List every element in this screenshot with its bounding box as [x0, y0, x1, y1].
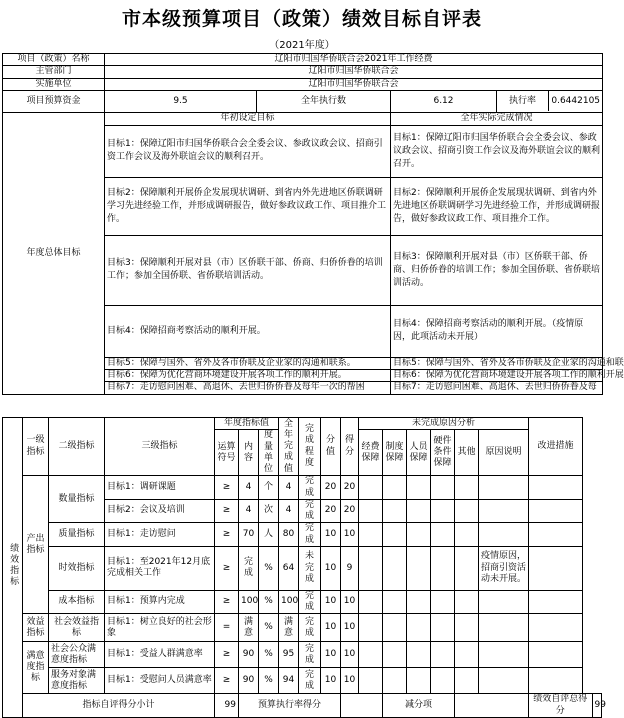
- level3-cell: 目标1：受慰问人员满意率: [105, 668, 215, 694]
- content-cell: 70: [239, 523, 259, 547]
- set-goal-5: 目标5：保障与国外、省外及各市侨联及企业家的沟通和联系。: [105, 357, 391, 369]
- level2-cell: 成本指标: [49, 590, 105, 614]
- set-goal-6: 目标6：保障为优化营商环境建设开展各项工作的顺利开展。: [105, 370, 391, 382]
- operator-cell: ≥: [215, 476, 239, 500]
- actual-goal-4: 目标4：保障招商考察活动的顺利开展。（疫情原因，此项活动未开展）: [391, 305, 603, 357]
- reason-note-cell: [479, 590, 529, 614]
- level3-cell: 目标1：至2021年12月底完成相关工作: [105, 546, 215, 590]
- form-title: 市本级预算项目（政策）绩效目标自评表: [121, 8, 482, 30]
- score-cell: 20: [321, 499, 341, 523]
- reason-note-cell: [479, 523, 529, 547]
- unit-cell: %: [259, 642, 279, 668]
- dept-value: 辽阳市归国华侨联合会: [105, 66, 603, 78]
- rate-label: 执行率: [497, 91, 549, 111]
- degree-cell: 完成: [299, 476, 321, 500]
- unit-cell: %: [259, 590, 279, 614]
- degree-cell: 完成: [299, 499, 321, 523]
- got-cell: 10: [341, 668, 359, 694]
- actual-goal-7: 目标7：走访慰问困难、高退休、去世归侨侨眷及每: [391, 382, 603, 394]
- content-cell: 4: [239, 499, 259, 523]
- header-unit: 度量单位: [259, 430, 279, 476]
- level2-cell: 社会公众满意度指标: [49, 642, 105, 668]
- degree-cell: 完成: [299, 590, 321, 614]
- level2-cell: 服务对象满意度指标: [49, 668, 105, 694]
- table-row: [3, 642, 602, 668]
- got-cell: 10: [341, 523, 359, 547]
- header-got: 得分: [341, 418, 359, 476]
- header-reason-system: 制度保障: [383, 430, 407, 476]
- impl-label: 实施单位: [3, 78, 105, 90]
- operator-cell: ≥: [215, 642, 239, 668]
- header-reason-analysis: 未完成原因分析: [359, 418, 529, 430]
- score-cell: 10: [321, 523, 341, 547]
- set-goal-3: 目标3：保障顺利开展对县（市）区侨联干部、侨商、归侨侨眷的培训工作；参加全国侨联、省侨联培训活动。: [105, 235, 391, 305]
- score-cell: 10: [321, 590, 341, 614]
- level3-cell: 目标1：树立良好的社会形象: [105, 614, 215, 642]
- budget-rate-value: [341, 694, 383, 718]
- actual-goal-2: 目标2：保障顺利开展侨企发展现状调研、到省内外先进地区侨联调研学习先进经验工作，并形成调研报告，做好参政议政工作、项目推介工作。: [391, 177, 603, 235]
- level2-cell: 数量指标: [49, 476, 105, 523]
- operator-cell: ≥: [215, 590, 239, 614]
- table-row: [3, 523, 602, 547]
- content-cell: 90: [239, 668, 259, 694]
- table-row: [3, 668, 602, 694]
- content-cell: 4: [239, 476, 259, 500]
- header-level3: 三级指标: [105, 418, 215, 476]
- content-cell: 完成: [239, 546, 259, 590]
- level3-cell: 目标1：调研课题: [105, 476, 215, 500]
- table-row: [3, 614, 602, 642]
- subtotal-value: 99: [215, 694, 239, 718]
- form-year: （2021年度）: [269, 40, 335, 51]
- total-label: 绩效自评总得分: [529, 694, 592, 718]
- unit-cell: %: [259, 614, 279, 642]
- table-row: [3, 546, 602, 590]
- got-cell: 10: [341, 642, 359, 668]
- project-name-value: 辽阳市归国华侨联合会2021年工作经费: [105, 54, 603, 66]
- reason-note-cell: [479, 476, 529, 500]
- content-cell: 满意: [239, 614, 259, 642]
- header-reason-staff: 人员保障: [407, 430, 431, 476]
- perf-indicator-label: 绩效指标: [3, 418, 23, 718]
- full-cell: 80: [279, 523, 299, 547]
- operator-cell: ≥: [215, 523, 239, 547]
- indicators-table: [2, 417, 606, 718]
- rate-cell: [497, 90, 603, 112]
- header-reason-note: 原因说明: [479, 430, 529, 476]
- full-cell: 4: [279, 476, 299, 500]
- content-cell: 90: [239, 642, 259, 668]
- project-name-label: 项目（政策）名称: [3, 54, 105, 66]
- executed-value: 6.12: [391, 90, 497, 112]
- header-reason-hardware: 硬件条件保障: [431, 430, 455, 476]
- operator-cell: ≥: [215, 499, 239, 523]
- level3-cell: 目标2：会议及培训: [105, 499, 215, 523]
- annual-goals-label: 年度总体目标: [3, 112, 105, 394]
- degree-cell: 完成: [299, 642, 321, 668]
- unit-cell: %: [259, 546, 279, 590]
- got-cell: 20: [341, 476, 359, 500]
- header-score: 分值: [321, 418, 341, 476]
- deduct-value: [455, 694, 529, 718]
- full-cell: 4: [279, 499, 299, 523]
- reason-note-cell: [479, 614, 529, 642]
- total-value: 99: [592, 694, 601, 718]
- budget-value: 9.5: [105, 90, 257, 112]
- actual-goal-5: 目标5：保障与国外、省外及各市侨联及企业家的沟通和联: [391, 357, 603, 369]
- rate-value: 0.6442105: [551, 95, 601, 106]
- operator-cell: =: [215, 614, 239, 642]
- degree-cell: 完成: [299, 614, 321, 642]
- dept-label: 主管部门: [3, 66, 105, 78]
- header-reason-funding: 经费保障: [359, 430, 383, 476]
- unit-cell: %: [259, 668, 279, 694]
- degree-cell: 未完成: [299, 546, 321, 590]
- reason-note-cell: 疫情原因，招商引资活动未开展。: [479, 546, 529, 590]
- actual-goals-header: 全年实际完成情况: [391, 112, 603, 125]
- full-cell: 95: [279, 642, 299, 668]
- set-goal-7: 目标7：走访慰问困难、高退休、去世归侨侨眷及每年一次的帮困: [105, 382, 391, 394]
- level2-cell: 质量指标: [49, 523, 105, 547]
- actual-goal-6: 目标6：保障为优化营商环境建设开展各项工作的顺利开展: [391, 370, 603, 382]
- reason-note-cell: [479, 499, 529, 523]
- header-improvement: 改进措施: [529, 418, 583, 476]
- score-cell: 20: [321, 476, 341, 500]
- subtotal-label: 指标自评得分小计: [23, 694, 215, 718]
- set-goal-1: 目标1：保障辽阳市归国华侨联合会全委会议、参政议政会议、招商引资工作会议及海外联谊会议的顺利召开。: [105, 125, 391, 177]
- header-reason-other: 其他: [455, 430, 479, 476]
- header-level2: 二级指标: [49, 418, 105, 476]
- level2-cell: 时效指标: [49, 546, 105, 590]
- operator-cell: ≥: [215, 546, 239, 590]
- group-benefit: 效益指标: [23, 614, 49, 642]
- footer-row: [3, 694, 602, 718]
- header-full-year: 全年完成值: [279, 418, 299, 476]
- level3-cell: 目标1：预算内完成: [105, 590, 215, 614]
- set-goal-4: 目标4：保障招商考察活动的顺利开展。: [105, 305, 391, 357]
- header-annual-value: 年度指标值: [215, 418, 279, 430]
- group-output: 产出指标: [23, 476, 49, 614]
- got-cell: 9: [341, 546, 359, 590]
- score-cell: 10: [321, 546, 341, 590]
- unit-cell: 人: [259, 523, 279, 547]
- unit-cell: 个: [259, 476, 279, 500]
- table-row: [3, 476, 602, 500]
- operator-cell: ≥: [215, 668, 239, 694]
- actual-goal-3: 目标3：保障顺利开展对县（市）区侨联干部、侨商、归侨侨眷的培训工作；参加全国侨联、省侨联培训活动。: [391, 235, 603, 305]
- content-cell: 100: [239, 590, 259, 614]
- level2-cell: 社会效益指标: [49, 614, 105, 642]
- project-info-table: [2, 53, 624, 395]
- got-cell: 10: [341, 590, 359, 614]
- reason-note-cell: [479, 668, 529, 694]
- group-satisfaction: 满意度指标: [23, 642, 49, 694]
- full-cell: 64: [279, 546, 299, 590]
- budget-label: 项目预算资金: [3, 90, 105, 112]
- score-cell: 10: [321, 668, 341, 694]
- deduct-label: 减分项: [383, 694, 455, 718]
- unit-cell: 次: [259, 499, 279, 523]
- full-cell: 满意: [279, 614, 299, 642]
- got-cell: 10: [341, 614, 359, 642]
- score-cell: 10: [321, 614, 341, 642]
- level3-cell: 目标1：受益人群满意率: [105, 642, 215, 668]
- table-row: [3, 590, 602, 614]
- budget-rate-label: 预算执行率得分: [239, 694, 341, 718]
- set-goals-header: 年初设定目标: [105, 112, 391, 125]
- header-operator: 运算符号: [215, 430, 239, 476]
- full-cell: 94: [279, 668, 299, 694]
- level3-cell: 目标1：走访慰问: [105, 523, 215, 547]
- got-cell: 20: [341, 499, 359, 523]
- header-degree: 完成程度: [299, 418, 321, 476]
- impl-value: 辽阳市归国华侨联合会: [105, 78, 603, 90]
- set-goal-2: 目标2：保障顺利开展侨企发展现状调研、到省内外先进地区侨联调研学习先进经验工作，并形成调研报告，做好参政议政工作、项目推介工作。: [105, 177, 391, 235]
- header-content: 内容: [239, 430, 259, 476]
- score-cell: 10: [321, 642, 341, 668]
- header-level1: 一级指标: [23, 418, 49, 476]
- reason-note-cell: [479, 642, 529, 668]
- actual-goal-1: 目标1：保障辽阳市归国华侨联合会全委会议、参政议政会议、招商引资工作会议及海外联谊会议的顺利召开。: [391, 125, 603, 177]
- full-cell: 100: [279, 590, 299, 614]
- degree-cell: 完成: [299, 523, 321, 547]
- degree-cell: 完成: [299, 668, 321, 694]
- executed-label: 全年执行数: [257, 90, 391, 112]
